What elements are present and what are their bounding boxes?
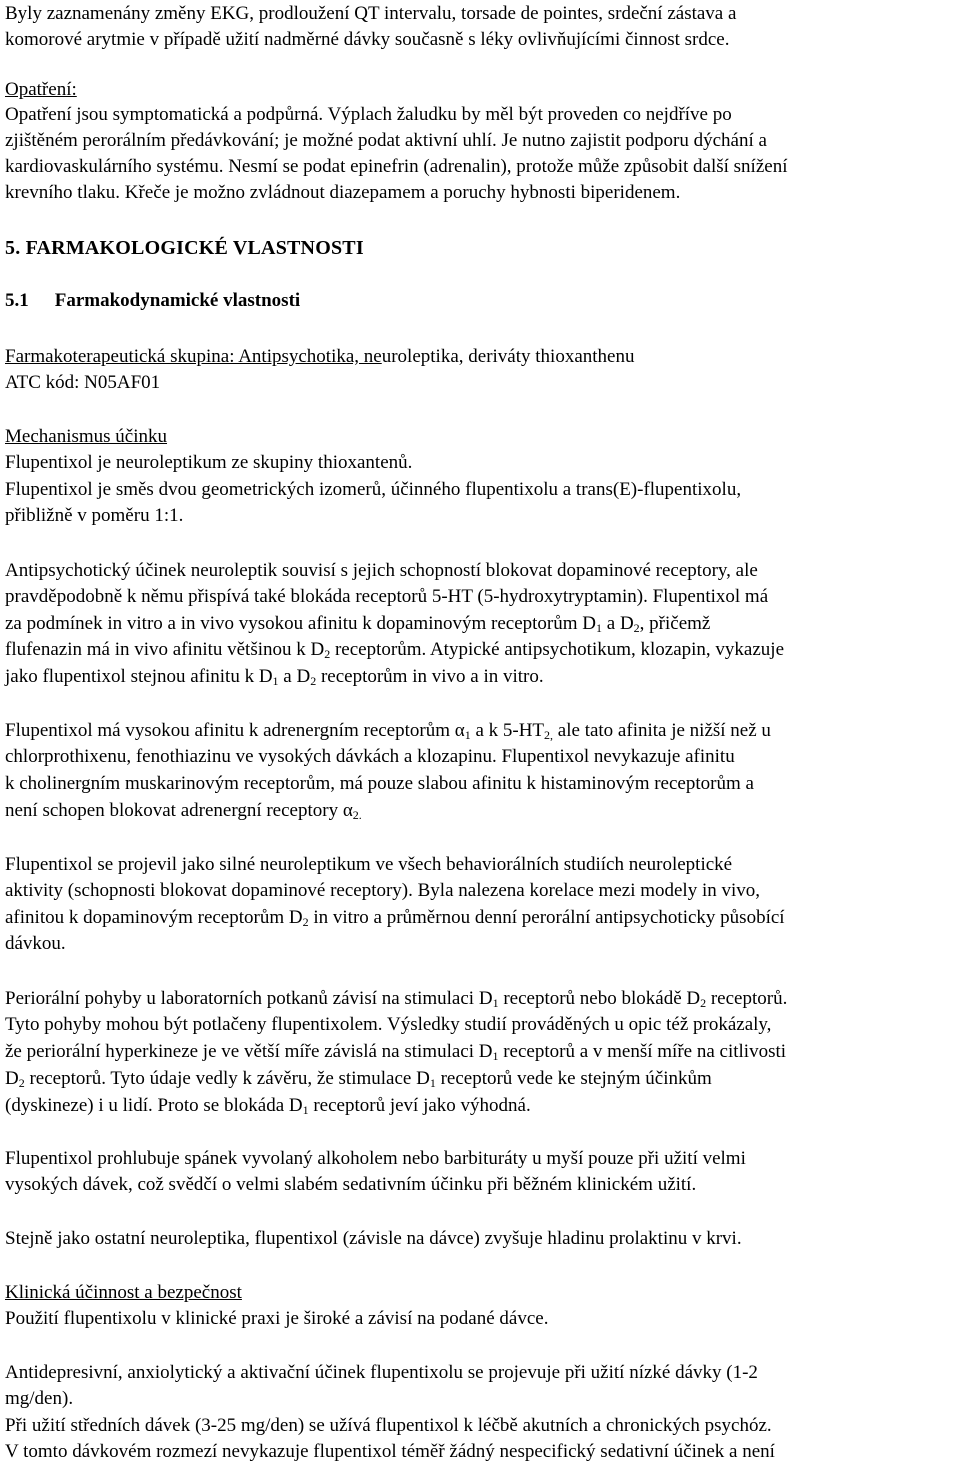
- paragraph-line: není schopen blokovat adrenergní receptory $\alpha_{2.}$: [5, 800, 362, 822]
- paragraph-line: za podmínek in vitro a in vivo vysokou afinitu k dopaminovým receptorům $D_1$ a $D_2$, přičemž: [5, 613, 711, 635]
- paragraph-line: afinitou k dopaminovým receptorům $D_2$ in vitro a průměrnou denní perorální antipsychoticky působící: [5, 907, 785, 929]
- paragraph-line: Flupentixol se projevil jako silné neuroleptikum ve všech behaviorálních studiích neuroleptické: [5, 854, 733, 875]
- pharmacotherapeutic-group-rest: uroleptika, deriváty thioxanthenu: [381, 346, 635, 367]
- opatreni-text-line: zjištěném perorálním předávkování; je možné podat aktivní uhlí. Je nutno zajistit podporu dýchání a: [5, 130, 767, 151]
- paragraph-line: Použití flupentixolu v klinické praxi je široké a závisí na podané dávce.: [5, 1308, 549, 1329]
- paragraph-line: pravděpodobně k němu přispívá také blokáda receptorů 5-HT (5-hydroxytryptamin). Flupentixol má: [5, 586, 769, 607]
- paragraph-line: vysokých dávek, což svědčí o velmi slabém sedativním účinku při běžném klinickém užití.: [5, 1174, 697, 1195]
- paragraph-line: V tomto dávkovém rozmezí nevykazuje flupentixol téměř žádný nespecifický sedativní účinek a není: [5, 1441, 775, 1462]
- paragraph-line: flufenazin má in vivo afinitu většinou k $D_2$ receptorům. Atypické antipsychotikum, klozapin, vykazuje: [5, 639, 784, 661]
- paragraph-line: Tyto pohyby mohou být potlačeny flupentixolem. Výsledky studií prováděných u opic též prokázaly,: [5, 1014, 772, 1035]
- overdose-text-line: komorové arytmie v případě užití nadměrné dávky současně s léky ovlivňujícími činnost srdce.: [5, 29, 730, 50]
- paragraph-line: k cholinergním muskarinovým receptorům, má pouze slabou afinitu k histaminovým receptorům a: [5, 773, 754, 794]
- paragraph-line: dávkou.: [5, 933, 66, 954]
- section-5-1-title: Farmakodynamické vlastnosti: [54, 290, 301, 311]
- pharmacotherapeutic-group: [5, 345, 634, 369]
- paragraph-line: Periorální pohyby u laboratorních potkanů závisí na stimulaci $D_1$ receptorů nebo blokádě $D_2$ receptorů.: [5, 988, 788, 1010]
- atc-code: ATC kód: N05AF01: [5, 372, 161, 393]
- clinical-efficacy-heading: Klinická účinnost a bezpečnost: [5, 1282, 242, 1303]
- section-5-1-number: 5.1: [5, 290, 29, 311]
- section-5-heading: 5. FARMAKOLOGICKÉ VLASTNOSTI: [5, 237, 364, 259]
- paragraph-line: (dyskineze) i u lidí. Proto se blokáda $D_1$ receptorů jeví jako výhodná.: [5, 1095, 531, 1117]
- section-5-1-heading: [5, 289, 300, 313]
- paragraph-line: chlorprothixenu, fenothiazinu ve vysokých dávkách a klozapinu. Flupentixol nevykazuje afinitu: [5, 746, 735, 767]
- paragraph-line: Stejně jako ostatní neuroleptika, flupentixol (závisle na dávce) zvyšuje hladinu prolaktinu v krvi.: [5, 1228, 742, 1249]
- paragraph-line: Antipsychotický účinek neuroleptik souvisí s jejich schopností blokovat dopaminové receptory, ale: [5, 560, 758, 581]
- paragraph-line: jako flupentixol stejnou afinitu k $D_1$ a $D_2$ receptorům in vivo a in vitro.: [5, 666, 544, 688]
- paragraph-line: že periorální hyperkineze je ve větší míře závislá na stimulaci $D_1$ receptorů a v menší míře na citlivosti: [5, 1041, 787, 1063]
- mechanism-text-line: Flupentixol je směs dvou geometrických izomerů, účinného flupentixolu a trans(E)-flupentixolu,: [5, 479, 742, 500]
- opatreni-text-line: krevního tlaku. Křeče je možno zvládnout diazepamem a poruchy hybnosti biperidenem.: [5, 182, 681, 203]
- paragraph-line: Flupentixol prohlubuje spánek vyvolaný alkoholem nebo barbituráty u myší pouze při užití velmi: [5, 1148, 746, 1169]
- overdose-text-line: Byly zaznamenány změny EKG, prodloužení QT intervalu, torsade de pointes, srdeční zástava a: [5, 3, 737, 24]
- paragraph-line: Antidepresivní, anxiolytický a aktivační účinek flupentixolu se projevuje při užití nízké dávky (1-2: [5, 1362, 758, 1383]
- opatreni-heading: Opatření:: [5, 79, 77, 100]
- mechanism-text-line: přibližně v poměru 1:1.: [5, 505, 184, 526]
- paragraph-line: mg/den).: [5, 1388, 74, 1409]
- mechanism-text-line: Flupentixol je neuroleptikum ze skupiny thioxantenů.: [5, 452, 413, 473]
- paragraph-line: $D_2$ receptorů. Tyto údaje vedly k závěru, že stimulace $D_1$ receptorů vede ke stejným účinkům: [5, 1068, 712, 1090]
- paragraph-line: Při užití středních dávek (3-25 mg/den) se užívá flupentixol k léčbě akutních a chronických psychóz.: [5, 1415, 772, 1436]
- paragraph-line: aktivity (schopnosti blokovat dopaminové receptory). Byla nalezena korelace mezi modely in vivo,: [5, 880, 761, 901]
- opatreni-text-line: kardiovaskulárního systému. Nesmí se podat epinefrin (adrenalin), protože může způsobit další snížení: [5, 156, 788, 177]
- mechanism-heading: Mechanismus účinku: [5, 426, 168, 447]
- pharmacotherapeutic-group-label: Farmakoterapeutická skupina: Antipsychotika, ne: [5, 346, 382, 367]
- opatreni-text-line: Opatření jsou symptomatická a podpůrná. Výplach žaludku by měl být proveden co nejdříve po: [5, 104, 732, 125]
- paragraph-line: Flupentixol má vysokou afinitu k adrenergním receptorům $\alpha_1$ a k $5-HT_{2,}$ ale tato afinita je nižší než u: [5, 720, 771, 742]
